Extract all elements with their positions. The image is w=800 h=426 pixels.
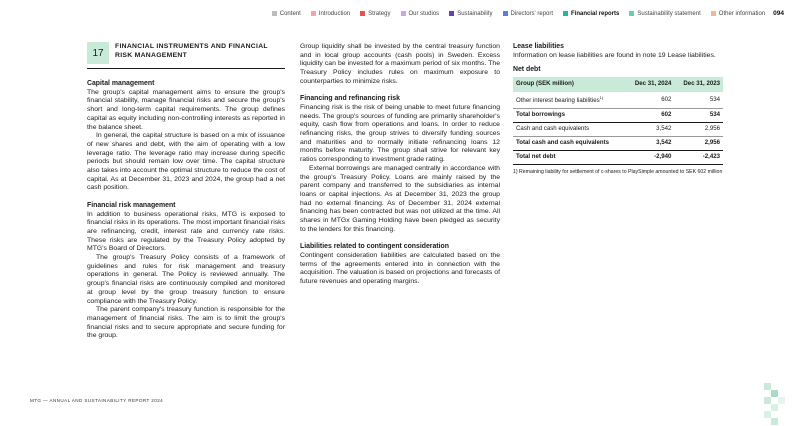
table-cell-value-2023: -2,423: [674, 151, 723, 165]
table-cell-label: [513, 108, 626, 122]
table-row: [513, 108, 723, 122]
note-header: [87, 42, 285, 64]
paragraph: The group's Treasury Policy consists of a framework of guidelines and rules for risk management and treasury operations in general. The Policy is reviewed annually. The group's financial risks are continuously compiled and monitored at group level by the group treasury function to ensure compliance with the Treasury Policy.: [87, 254, 285, 305]
heading-contingent-consideration: Liabilities related to contingent consideration: [300, 243, 449, 251]
note-divider: [87, 68, 285, 69]
table-cell-value-2023: 534: [674, 92, 723, 109]
nav-item-strategy[interactable]: [360, 11, 390, 17]
table-cell-value-2023: 2,956: [674, 137, 723, 151]
nav-item-introduction[interactable]: [311, 11, 350, 17]
nav-color-swatch-icon: [563, 11, 568, 16]
decorative-squares-graphic: [760, 380, 800, 426]
table-cell-value-2024: 3,542: [626, 137, 675, 151]
table-footnote: 1) Remaining liability for settlement of c-shares to PlaySimple amounted to SEK 602 million: [513, 169, 723, 176]
paragraph: Contingent consideration liabilities are calculated based on the terms of the agreements entered into in connection with the acquisition. The valuation is based on projections and forecasts of future revenues and operating margins.: [300, 251, 500, 285]
nav-item-label: Sustainability statement: [637, 10, 701, 17]
page-footer: MTG — ANNUAL AND SUSTAINABILITY REPORT 2024: [30, 398, 164, 403]
paragraph: Financing risk is the risk of being unable to meet future financing needs. The group's sources of funding are primarily shareholder's equity, cash flow from operations and loans. In order to reduce refinancing risks, the group strives to diversify funding sources and maturities and to normally initiate refinancing loans 12 months before maturity. The group shall strive for relevant key ratios corresponding to investment grade rating.: [300, 103, 500, 164]
nav-item-sustainability-statement[interactable]: [629, 11, 700, 17]
row-label: Total cash and cash equivalents: [516, 139, 610, 147]
heading-financial-risk-management: Financial risk management: [87, 201, 176, 209]
row-label: Total borrowings: [516, 111, 565, 119]
table-cell-label: [513, 137, 626, 151]
table-header-cell: Dec 31, 2024: [626, 77, 675, 92]
table-cell-value-2024: 602: [626, 108, 675, 122]
nav-item-other-information[interactable]: [711, 11, 765, 17]
heading-net-debt: Net debt: [513, 66, 541, 74]
heading-financing-risk: Financing and refinancing risk: [300, 95, 400, 103]
page-number: 094: [773, 10, 784, 17]
table-cell-value-2024: 3,542: [626, 123, 675, 137]
nav-color-swatch-icon: [401, 11, 406, 16]
paragraph: In general, the capital structure is based on a mix of issuance of new shares and debt, with the aim of operating with a low leverage ratio. The leverage ratio may increase during specific periods but should remain low over time. The capital structure also takes into account the optimal structure to reduce the cost of capital. As at December 31, 2023 and 2024, the group had a net cash position.: [87, 132, 285, 192]
nav-item-sustainability[interactable]: [449, 11, 492, 17]
paragraph: The parent company's treasury function is responsible for the management of financial risks. The aim is to limit the group's financial risks and to secure appropriate and secure funding for the group.: [87, 306, 285, 340]
row-label: Cash and cash equivalents: [516, 125, 590, 133]
net-debt-table: [513, 77, 723, 165]
nav-color-swatch-icon: [311, 11, 316, 16]
table-cell-label: [513, 92, 626, 109]
table-row: [513, 92, 723, 109]
heading-capital-management: Capital management: [87, 80, 155, 87]
table-cell-label: [513, 151, 626, 165]
nav-item-label: Our studios: [408, 10, 440, 17]
nav-item-label: Other information: [718, 10, 766, 17]
table-cell-value-2024: 602: [626, 92, 675, 109]
paragraph: Information on lease liabilities are found in note 19 Lease liabilities.: [513, 51, 716, 59]
table-cell-value-2024: -2,940: [626, 151, 675, 165]
top-navigation: [262, 10, 784, 17]
nav-item-label: Directors' report: [510, 10, 554, 17]
nav-color-swatch-icon: [449, 11, 454, 16]
nav-color-swatch-icon: [503, 11, 508, 16]
table-header-row: [513, 77, 723, 92]
heading-lease-liabilities: Lease liabilities: [513, 43, 564, 50]
column-2: [300, 43, 500, 287]
footnote-marker: 1): [599, 95, 604, 100]
paragraph: Group liquidity shall be invested by the central treasury function and in local group accounts (cash pools) in Sweden. Excess liquidity can be invested for a maximum period of six months. The Treasury Policy includes rules on maximum exposure to counterparties to minimize risks.: [300, 43, 500, 85]
table-header-cell: Group (SEK million): [513, 77, 626, 92]
nav-item-label: Content: [279, 10, 301, 17]
nav-color-swatch-icon: [711, 11, 716, 16]
nav-item-financial-reports[interactable]: [563, 11, 619, 17]
nav-item-directors-report[interactable]: [503, 11, 554, 17]
table-header-cell: Dec 31, 2023: [674, 77, 723, 92]
table-row: [513, 151, 723, 165]
nav-item-label: Introduction: [318, 10, 351, 17]
table-cell-value-2023: 534: [674, 108, 723, 122]
nav-item-label: Sustainability: [457, 10, 493, 17]
row-label: Total net debt: [516, 153, 556, 161]
nav-color-swatch-icon: [272, 11, 277, 16]
nav-item-label: Financial reports: [571, 10, 620, 17]
paragraph: In addition to business operational risks, MTG is exposed to financial risks in its operations. The most important financial risks are refinancing, credit, interest rate and currency rate risks. These risks are regulated by the Treasury Policy adopted by MTG's Board of Directors.: [87, 210, 285, 253]
note-number-badge: 17: [87, 42, 109, 64]
paragraph: External borrowings are managed centrally in accordance with the group's Treasury Policy. Loans are mainly raised by the parent company and transferred to the subsidiaries as internal loans or capital injections. As at December 31, 2023 the group had no external financing. As of December 31, 2024 external financing has been contracted but was not utilized at the time. All shares in MTGx Gaming Holding have been pledged as security to the lenders for this financing.: [300, 164, 500, 233]
nav-item-label: Strategy: [368, 10, 391, 17]
nav-item-our-studios[interactable]: [401, 11, 440, 17]
row-label: Other interest bearing liabilities: [516, 97, 600, 105]
column-1: [87, 80, 285, 341]
note-title: FINANCIAL INSTRUMENTS AND FINANCIAL RISK MANAGEMENT: [115, 43, 268, 59]
table-row: [513, 137, 723, 151]
table-row: [513, 123, 723, 137]
nav-color-swatch-icon: [360, 11, 365, 16]
table-cell-value-2023: 2,956: [674, 123, 723, 137]
paragraph: The group's capital management aims to ensure the group's financial stability, manage financial risks and secure the group's short and long-term capital requirements. The group defines capital as equity including non-controlling interests as reported in the balance sheet.: [87, 88, 285, 131]
column-3: [513, 43, 723, 176]
nav-color-swatch-icon: [629, 11, 634, 16]
table-cell-label: [513, 123, 626, 137]
nav-item-content[interactable]: [272, 11, 301, 17]
